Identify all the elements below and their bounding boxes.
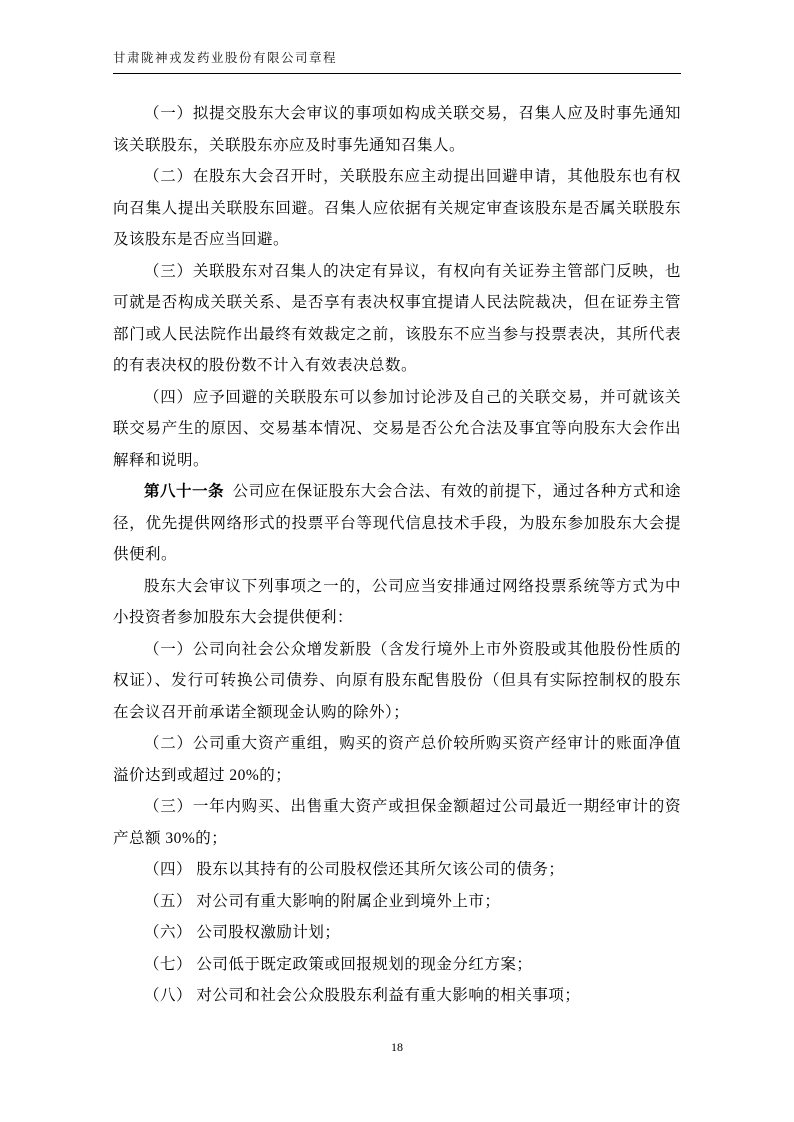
paragraph: （七） 公司低于既定政策或回报规划的现金分红方案；: [144, 955, 533, 973]
page-header: [113, 48, 681, 74]
paragraph-article-81: [113, 476, 681, 571]
article-text: 公司应在保证股东大会合法、有效的前提下，通过各种方式和途径，优先提供网络形式的投票平台等现代信息技术手段，为股东参加股东大会提供便利。: [113, 483, 681, 563]
paragraph: （四）应予回避的关联股东可以参加讨论涉及自己的关联交易，并可就该关联交易产生的原因、交易基本情况、交易是否公允合法及事宜等向股东大会作出解释和说明。: [113, 388, 681, 469]
paragraph: （三）关联股东对召集人的决定有异议，有权向有关证券主管部门反映，也可就是否构成关联关系、是否享有表决权事宜提请人民法院裁决，但在证券主管部门或人民法院作出最终有效裁定之前，该股东不应当参与投票表决，其所代表的有表决权的股份数不计入有效表决总数。: [113, 262, 681, 374]
page-number: 18: [391, 1040, 403, 1054]
header-title: 甘肃陇神戎发药业股份有限公司章程: [113, 51, 338, 65]
document-body: [113, 98, 681, 1012]
paragraph: （四） 股东以其持有的公司股权偿还其所欠该公司的债务；: [144, 861, 565, 878]
paragraph: （六） 公司股权激励计划；: [144, 924, 341, 941]
paragraph: （五） 对公司有重大影响的附属企业到境外上市；: [144, 892, 501, 910]
paragraph: （二）在股东大会召开时，关联股东应主动提出回避申请，其他股东也有权向召集人提出关联股东回避。召集人应依据有关规定审查该股东是否属关联股东及该股东是否应当回避。: [113, 168, 681, 248]
paragraph: （八） 对公司和社会公众股股东利益有重大影响的相关事项；: [144, 987, 581, 1004]
header-rule: [113, 73, 681, 74]
article-number: 第八十一条: [144, 483, 225, 500]
paragraph: 股东大会审议下列事项之一的，公司应当安排通过网络投票系统等方式为中小投资者参加股东大会提供便利：: [113, 577, 681, 626]
paragraph: （二）公司重大资产重组，购买的资产总价较所购买资产经审计的账面净值溢价达到或超过 20%的；: [113, 735, 681, 784]
paragraph: （三）一年内购买、出售重大资产或担保金额超过公司最近一期经审计的资产总额 30%的；: [113, 798, 681, 847]
paragraph: （一）拟提交股东大会审议的事项如构成关联交易，召集人应及时事先通知该关联股东，关联股东亦应及时事先通知召集人。: [113, 105, 681, 154]
paragraph: （一）公司向社会公众增发新股（含发行境外上市外资股或其他股份性质的权证）、发行可转换公司债券、向原有股东配售股份（但具有实际控制权的股东在会议召开前承诺全额现金认购的除外）；: [113, 640, 681, 721]
